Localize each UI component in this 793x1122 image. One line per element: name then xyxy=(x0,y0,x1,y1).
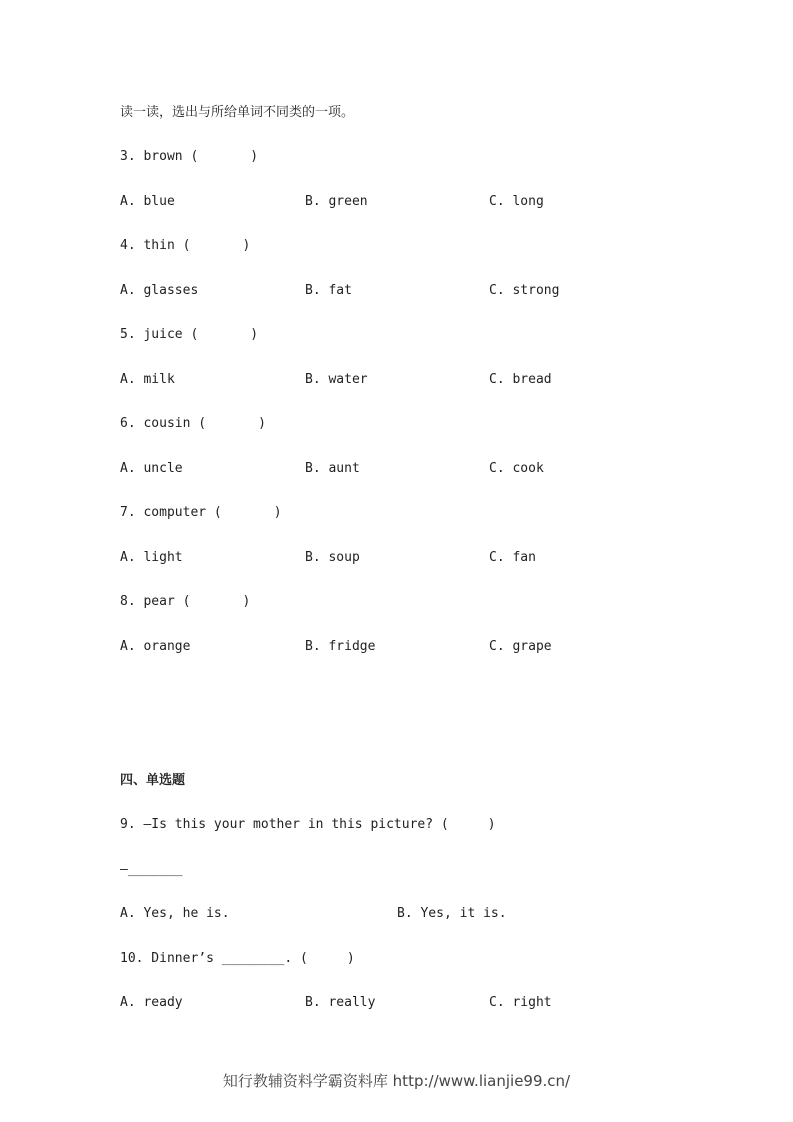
option-b: B. fridge xyxy=(305,639,376,654)
option-c: C. long xyxy=(489,194,544,209)
section-heading: 四、单选题 xyxy=(120,773,186,788)
option-b: B. fat xyxy=(305,283,352,298)
option-c: C. bread xyxy=(489,372,552,387)
instruction: 读一读，选出与所给单词不同类的一项。 xyxy=(120,105,355,120)
option-a: A. milk xyxy=(120,372,175,387)
option-b: B. aunt xyxy=(305,461,360,476)
question-stem: 4. thin ( ) xyxy=(120,238,251,253)
question-stem: 5. juice ( ) xyxy=(120,327,259,342)
question-stem: 6. cousin ( ) xyxy=(120,416,266,431)
question-stem: 10. Dinner’s ________. ( ) xyxy=(120,951,355,966)
option-b: B. really xyxy=(305,995,376,1010)
option-b: B. water xyxy=(305,372,368,387)
option-c: C. right xyxy=(489,995,552,1010)
option-a: A. orange xyxy=(120,639,191,654)
option-a: A. ready xyxy=(120,995,183,1010)
option-b: B. soup xyxy=(305,550,360,565)
option-b: B. Yes, it is. xyxy=(397,906,507,921)
option-a: A. glasses xyxy=(120,283,199,298)
option-a: A. Yes, he is. xyxy=(120,906,230,921)
question-stem: 3. brown ( ) xyxy=(120,149,259,164)
option-a: A. uncle xyxy=(120,461,183,476)
option-c: C. fan xyxy=(489,550,536,565)
option-c: C. strong xyxy=(489,283,560,298)
option-b: B. green xyxy=(305,194,368,209)
option-c: C. cook xyxy=(489,461,544,476)
option-a: A. light xyxy=(120,550,183,565)
option-c: C. grape xyxy=(489,639,552,654)
question-stem: 7. computer ( ) xyxy=(120,505,282,520)
answer-line: —_______ xyxy=(120,862,183,877)
question-stem: 8. pear ( ) xyxy=(120,594,251,609)
question-stem: 9. —Is this your mother in this picture? ( ) xyxy=(120,817,496,832)
footer-watermark: 知行教辅资料学霸资料库 http://www.lianjie99.cn/ xyxy=(222,1072,571,1090)
option-a: A. blue xyxy=(120,194,175,209)
